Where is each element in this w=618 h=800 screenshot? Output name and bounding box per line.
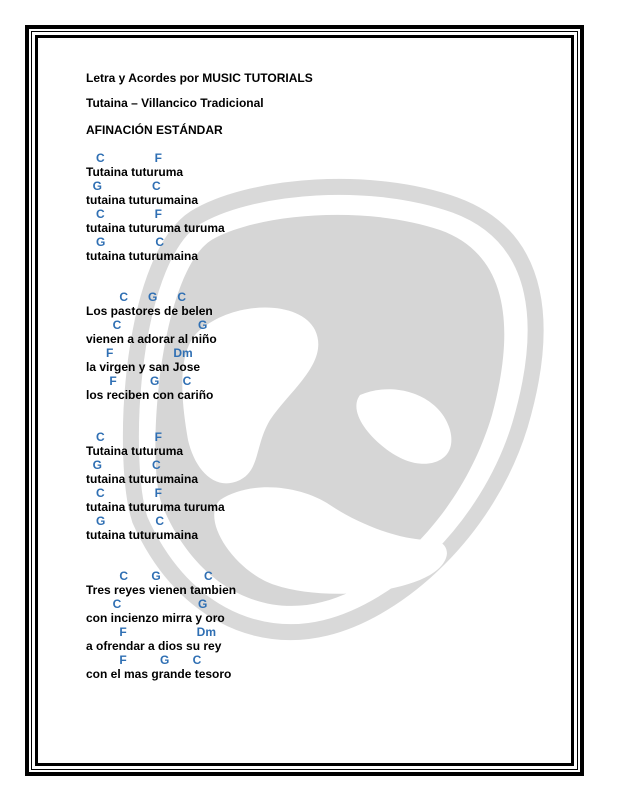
lyric-line: la virgen y san Jose bbox=[86, 360, 201, 374]
lyric-line: con incienzo mirra y oro bbox=[86, 611, 225, 625]
lyric-line: tutaina tuturumaina bbox=[86, 528, 199, 542]
lyric-line: tutaina tuturuma turuma bbox=[86, 500, 225, 514]
song-title: Tutaina – Villancico Tradicional bbox=[86, 96, 264, 110]
chord-line: C F bbox=[86, 430, 163, 444]
lyric-line: Tres reyes vienen tambien bbox=[86, 583, 237, 597]
lyric-line: con el mas grande tesoro bbox=[86, 667, 232, 681]
lyric-line: tutaina tuturuma turuma bbox=[86, 221, 225, 235]
chord-line: G C bbox=[86, 458, 161, 472]
chord-line: C G bbox=[86, 318, 208, 332]
lyric-line: tutaina tuturumaina bbox=[86, 249, 199, 263]
chord-line: C G C bbox=[86, 569, 213, 583]
lyric-line: los reciben con cariño bbox=[86, 388, 214, 402]
chord-line: C F bbox=[86, 151, 163, 165]
lyric-line: tutaina tuturumaina bbox=[86, 193, 199, 207]
lyric-line: Tutaina tuturuma bbox=[86, 444, 184, 458]
lyric-line: tutaina tuturumaina bbox=[86, 472, 199, 486]
lyric-line: Tutaina tuturuma bbox=[86, 165, 184, 179]
chord-line: C G C bbox=[86, 290, 187, 304]
chord-line: G C bbox=[86, 514, 165, 528]
chord-line: F G C bbox=[86, 374, 192, 388]
credit-line: Letra y Acordes por MUSIC TUTORIALS bbox=[86, 71, 313, 85]
lyric-line: Los pastores de belen bbox=[86, 304, 213, 318]
chord-line: F Dm bbox=[86, 346, 193, 360]
chord-line: G C bbox=[86, 179, 161, 193]
chord-line: G C bbox=[86, 235, 165, 249]
chord-line: F Dm bbox=[86, 625, 217, 639]
lyric-line: a ofrendar a dios su rey bbox=[86, 639, 222, 653]
lyric-line: vienen a adorar al niño bbox=[86, 332, 217, 346]
chord-line: C F bbox=[86, 207, 163, 221]
chord-line: C G bbox=[86, 597, 208, 611]
tuning-label: AFINACIÓN ESTÁNDAR bbox=[86, 123, 223, 137]
chord-line: C F bbox=[86, 486, 163, 500]
chord-line: F G C bbox=[86, 653, 202, 667]
